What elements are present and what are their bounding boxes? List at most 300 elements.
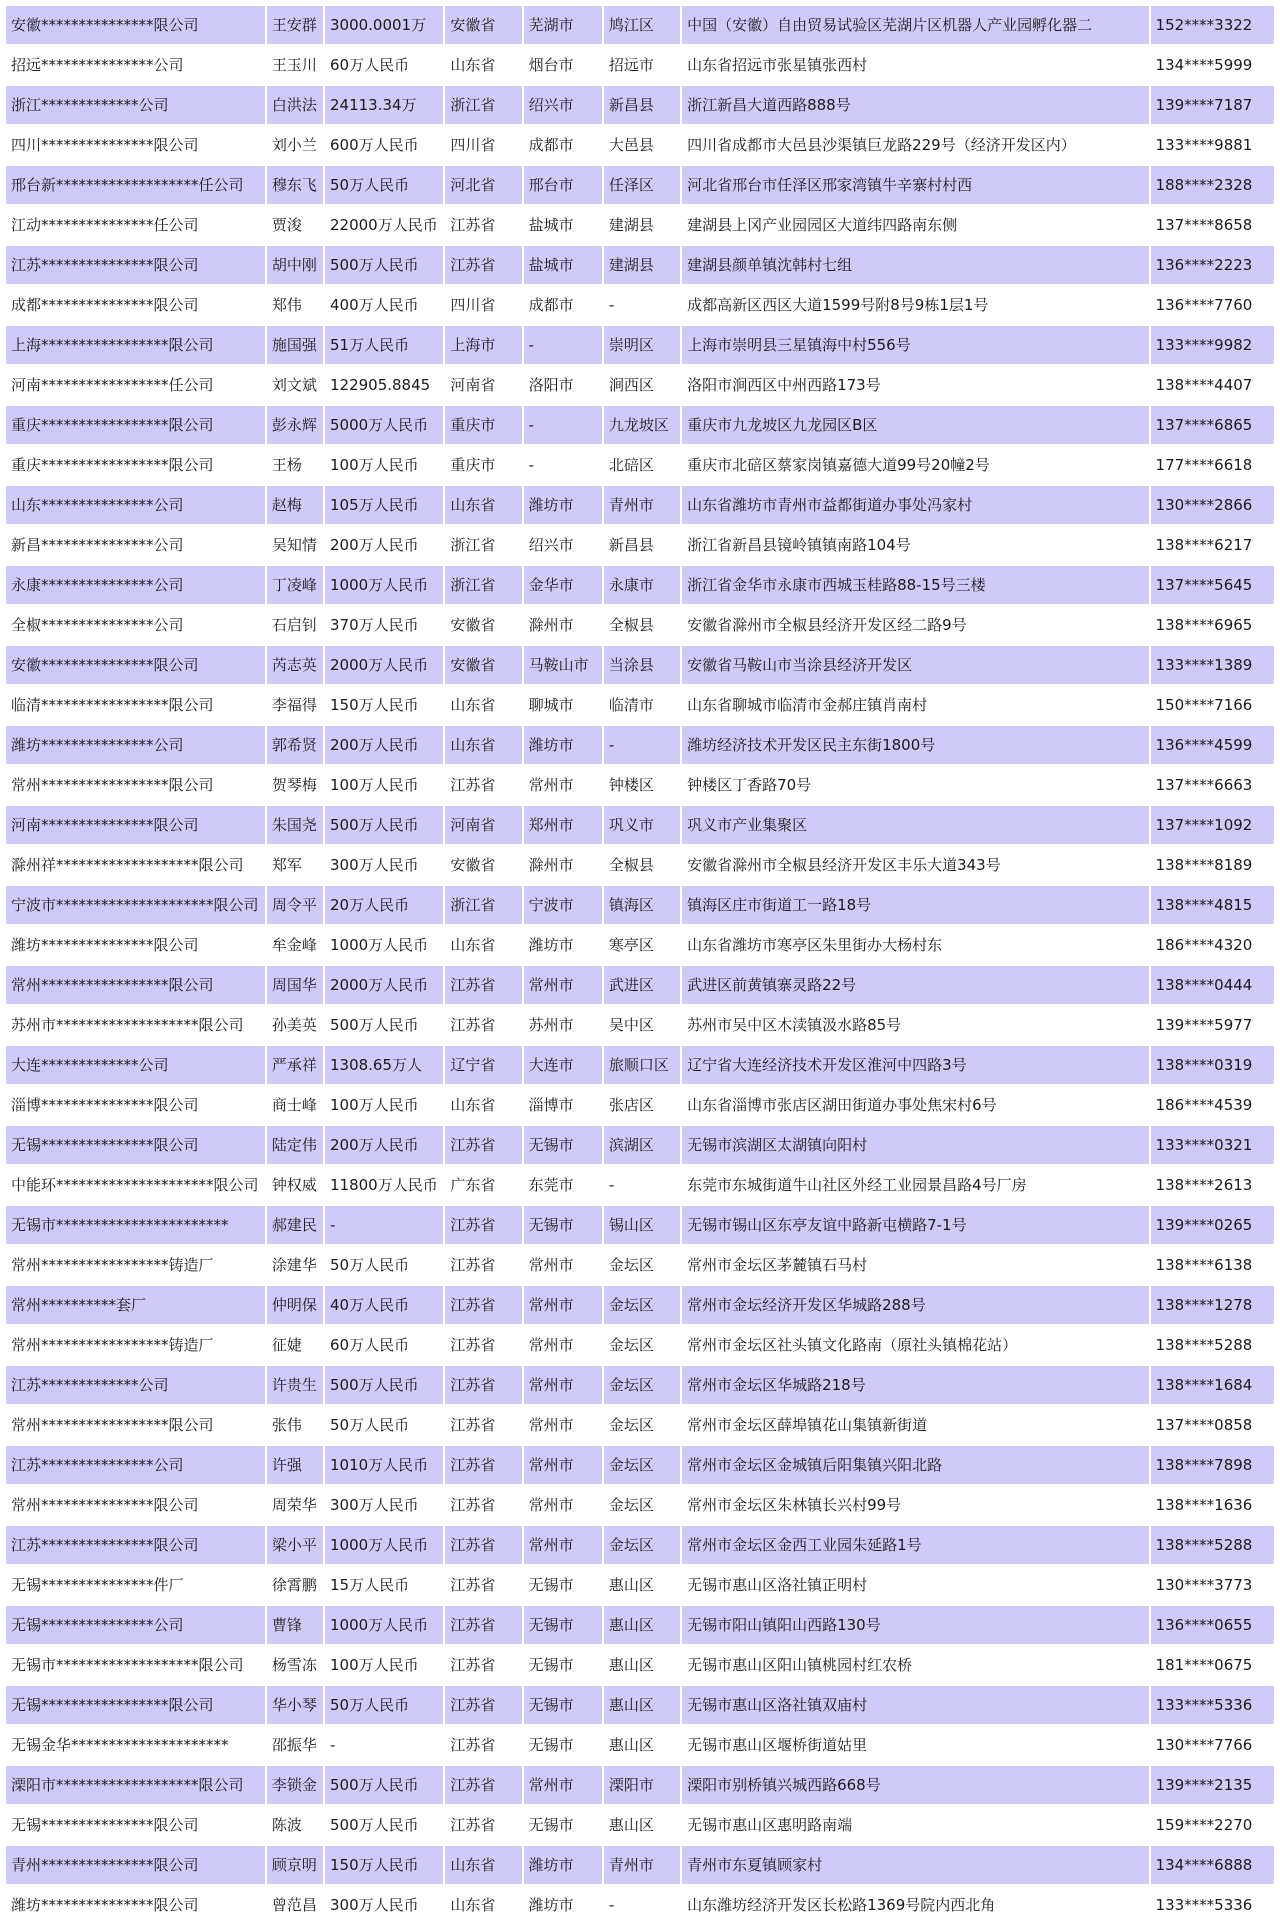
registered-capital-cell: 1000万人民币 bbox=[325, 1526, 443, 1564]
table-row bbox=[6, 1526, 1274, 1564]
city-cell: 郑州市 bbox=[524, 806, 602, 844]
address-cell: 无锡市阳山镇阳山西路130号 bbox=[682, 1606, 1148, 1644]
address-cell: 巩义市产业集聚区 bbox=[682, 806, 1148, 844]
table-row bbox=[6, 446, 1274, 484]
table-row bbox=[6, 806, 1274, 844]
province-cell: 江苏省 bbox=[445, 1486, 521, 1524]
province-cell: 山东省 bbox=[445, 686, 521, 724]
phone-cell: 137****1092 bbox=[1151, 806, 1274, 844]
company-table-sheet bbox=[4, 4, 1276, 1926]
registered-capital-cell: 5000万人民币 bbox=[325, 406, 443, 444]
table-row bbox=[6, 406, 1274, 444]
company-name-cell: 江苏***************公司 bbox=[6, 1446, 265, 1484]
registered-capital-cell: 100万人民币 bbox=[325, 1086, 443, 1124]
address-cell: 常州市金坛区茅麓镇石马村 bbox=[682, 1246, 1148, 1284]
address-cell: 常州市金坛区薛埠镇花山集镇新街道 bbox=[682, 1406, 1148, 1444]
legal-representative-cell: 郭希贤 bbox=[267, 726, 323, 764]
district-cell: 当涂县 bbox=[604, 646, 680, 684]
district-cell: - bbox=[604, 726, 680, 764]
company-name-cell: 邢台新*******************任公司 bbox=[6, 166, 265, 204]
registered-capital-cell: 500万人民币 bbox=[325, 246, 443, 284]
legal-representative-cell: 牟金峰 bbox=[267, 926, 323, 964]
address-cell: 山东潍坊经济开发区长松路1369号院内西北角 bbox=[682, 1886, 1148, 1924]
city-cell: 潍坊市 bbox=[524, 926, 602, 964]
city-cell: 烟台市 bbox=[524, 46, 602, 84]
phone-cell: 138****4815 bbox=[1151, 886, 1274, 924]
company-name-cell: 青州***************限公司 bbox=[6, 1846, 265, 1884]
address-cell: 成都高新区西区大道1599号附8号9栋1层1号 bbox=[682, 286, 1148, 324]
city-cell: 潍坊市 bbox=[524, 1886, 602, 1924]
phone-cell: 139****7187 bbox=[1151, 86, 1274, 124]
city-cell: - bbox=[524, 446, 602, 484]
legal-representative-cell: 陆定伟 bbox=[267, 1126, 323, 1164]
city-cell: 无锡市 bbox=[524, 1126, 602, 1164]
table-body bbox=[6, 6, 1274, 1924]
legal-representative-cell: 施国强 bbox=[267, 326, 323, 364]
registered-capital-cell: 40万人民币 bbox=[325, 1286, 443, 1324]
address-cell: 常州市金坛经济开发区华城路288号 bbox=[682, 1286, 1148, 1324]
company-name-cell: 江苏*************公司 bbox=[6, 1366, 265, 1404]
legal-representative-cell: 白洪法 bbox=[267, 86, 323, 124]
phone-cell: 138****1684 bbox=[1151, 1366, 1274, 1404]
table-row bbox=[6, 766, 1274, 804]
city-cell: 常州市 bbox=[524, 1446, 602, 1484]
district-cell: 金坛区 bbox=[604, 1486, 680, 1524]
province-cell: 安徽省 bbox=[445, 6, 521, 44]
table-row bbox=[6, 1446, 1274, 1484]
company-name-cell: 安徽***************限公司 bbox=[6, 6, 265, 44]
phone-cell: 188****2328 bbox=[1151, 166, 1274, 204]
phone-cell: 136****4599 bbox=[1151, 726, 1274, 764]
province-cell: 江苏省 bbox=[445, 1286, 521, 1324]
address-cell: 重庆市九龙坡区九龙园区B区 bbox=[682, 406, 1148, 444]
registered-capital-cell: 1308.65万人 bbox=[325, 1046, 443, 1084]
address-cell: 洛阳市涧西区中州西路173号 bbox=[682, 366, 1148, 404]
district-cell: 青州市 bbox=[604, 1846, 680, 1884]
phone-cell: 138****5288 bbox=[1151, 1326, 1274, 1364]
address-cell: 无锡市惠山区洛社镇双庙村 bbox=[682, 1686, 1148, 1724]
legal-representative-cell: 丁凌峰 bbox=[267, 566, 323, 604]
legal-representative-cell: 钟权威 bbox=[267, 1166, 323, 1204]
district-cell: 金坛区 bbox=[604, 1326, 680, 1364]
registered-capital-cell: 600万人民币 bbox=[325, 126, 443, 164]
table-row bbox=[6, 686, 1274, 724]
phone-cell: 136****0655 bbox=[1151, 1606, 1274, 1644]
city-cell: 东莞市 bbox=[524, 1166, 602, 1204]
address-cell: 辽宁省大连经济技术开发区淮河中四路3号 bbox=[682, 1046, 1148, 1084]
district-cell: 金坛区 bbox=[604, 1526, 680, 1564]
province-cell: 江苏省 bbox=[445, 1686, 521, 1724]
company-name-cell: 常州*****************限公司 bbox=[6, 966, 265, 1004]
district-cell: 溧阳市 bbox=[604, 1766, 680, 1804]
district-cell: 永康市 bbox=[604, 566, 680, 604]
address-cell: 潍坊经济技术开发区民主东街1800号 bbox=[682, 726, 1148, 764]
legal-representative-cell: 芮志英 bbox=[267, 646, 323, 684]
district-cell: 武进区 bbox=[604, 966, 680, 1004]
city-cell: 无锡市 bbox=[524, 1726, 602, 1764]
registered-capital-cell: 500万人民币 bbox=[325, 1006, 443, 1044]
company-name-cell: 河南*****************任公司 bbox=[6, 366, 265, 404]
registered-capital-cell: 50万人民币 bbox=[325, 166, 443, 204]
address-cell: 无锡市惠山区阳山镇桃园村红农桥 bbox=[682, 1646, 1148, 1684]
address-cell: 苏州市吴中区木渎镇汲水路85号 bbox=[682, 1006, 1148, 1044]
province-cell: 山东省 bbox=[445, 486, 521, 524]
table-row bbox=[6, 1006, 1274, 1044]
phone-cell: 137****5645 bbox=[1151, 566, 1274, 604]
table-row bbox=[6, 1126, 1274, 1164]
registered-capital-cell: 200万人民币 bbox=[325, 1126, 443, 1164]
table-row bbox=[6, 1766, 1274, 1804]
table-row bbox=[6, 1246, 1274, 1284]
table-row bbox=[6, 1606, 1274, 1644]
phone-cell: 130****2866 bbox=[1151, 486, 1274, 524]
province-cell: 江苏省 bbox=[445, 1566, 521, 1604]
phone-cell: 133****0321 bbox=[1151, 1126, 1274, 1164]
city-cell: 常州市 bbox=[524, 1326, 602, 1364]
city-cell: 绍兴市 bbox=[524, 526, 602, 564]
company-name-cell: 永康***************公司 bbox=[6, 566, 265, 604]
province-cell: 四川省 bbox=[445, 126, 521, 164]
address-cell: 山东省招远市张星镇张西村 bbox=[682, 46, 1148, 84]
legal-representative-cell: 王杨 bbox=[267, 446, 323, 484]
phone-cell: 138****7898 bbox=[1151, 1446, 1274, 1484]
city-cell: 绍兴市 bbox=[524, 86, 602, 124]
address-cell: 溧阳市别桥镇兴城西路668号 bbox=[682, 1766, 1148, 1804]
district-cell: 北碚区 bbox=[604, 446, 680, 484]
table-row bbox=[6, 126, 1274, 164]
legal-representative-cell: 刘文斌 bbox=[267, 366, 323, 404]
legal-representative-cell: 李锁金 bbox=[267, 1766, 323, 1804]
registered-capital-cell: 20万人民币 bbox=[325, 886, 443, 924]
registered-capital-cell: 370万人民币 bbox=[325, 606, 443, 644]
registered-capital-cell: 15万人民币 bbox=[325, 1566, 443, 1604]
company-name-cell: 常州**********套厂 bbox=[6, 1286, 265, 1324]
registered-capital-cell: - bbox=[325, 1206, 443, 1244]
legal-representative-cell: 杨雪冻 bbox=[267, 1646, 323, 1684]
province-cell: 河北省 bbox=[445, 166, 521, 204]
company-name-cell: 江苏***************限公司 bbox=[6, 1526, 265, 1564]
registered-capital-cell: 50万人民币 bbox=[325, 1246, 443, 1284]
legal-representative-cell: 郑伟 bbox=[267, 286, 323, 324]
district-cell: 青州市 bbox=[604, 486, 680, 524]
province-cell: 江苏省 bbox=[445, 1806, 521, 1844]
phone-cell: 139****0265 bbox=[1151, 1206, 1274, 1244]
phone-cell: 134****6888 bbox=[1151, 1846, 1274, 1884]
city-cell: 潍坊市 bbox=[524, 726, 602, 764]
city-cell: 常州市 bbox=[524, 766, 602, 804]
phone-cell: 186****4320 bbox=[1151, 926, 1274, 964]
company-name-cell: 河南***************限公司 bbox=[6, 806, 265, 844]
city-cell: 聊城市 bbox=[524, 686, 602, 724]
address-cell: 东莞市东城街道牛山社区外经工业园景昌路4号厂房 bbox=[682, 1166, 1148, 1204]
province-cell: 江苏省 bbox=[445, 1726, 521, 1764]
district-cell: 九龙坡区 bbox=[604, 406, 680, 444]
registered-capital-cell: 500万人民币 bbox=[325, 1766, 443, 1804]
company-name-cell: 无锡市*********************** bbox=[6, 1206, 265, 1244]
district-cell: 鸠江区 bbox=[604, 6, 680, 44]
company-name-cell: 淄博***************限公司 bbox=[6, 1086, 265, 1124]
legal-representative-cell: 王玉川 bbox=[267, 46, 323, 84]
city-cell: 常州市 bbox=[524, 1246, 602, 1284]
city-cell: 宁波市 bbox=[524, 886, 602, 924]
registered-capital-cell: 1000万人民币 bbox=[325, 566, 443, 604]
city-cell: 大连市 bbox=[524, 1046, 602, 1084]
city-cell: 马鞍山市 bbox=[524, 646, 602, 684]
phone-cell: 130****3773 bbox=[1151, 1566, 1274, 1604]
table-row bbox=[6, 1206, 1274, 1244]
legal-representative-cell: 刘小兰 bbox=[267, 126, 323, 164]
legal-representative-cell: 陈波 bbox=[267, 1806, 323, 1844]
address-cell: 浙江省金华市永康市西城玉桂路88-15号三楼 bbox=[682, 566, 1148, 604]
district-cell: 吴中区 bbox=[604, 1006, 680, 1044]
province-cell: 广东省 bbox=[445, 1166, 521, 1204]
district-cell: 锡山区 bbox=[604, 1206, 680, 1244]
registered-capital-cell: 200万人民币 bbox=[325, 526, 443, 564]
registered-capital-cell: 500万人民币 bbox=[325, 1806, 443, 1844]
table-row bbox=[6, 286, 1274, 324]
table-row bbox=[6, 166, 1274, 204]
city-cell: 潍坊市 bbox=[524, 1846, 602, 1884]
legal-representative-cell: 徐霄鹏 bbox=[267, 1566, 323, 1604]
province-cell: 上海市 bbox=[445, 326, 521, 364]
registered-capital-cell: 11800万人民币 bbox=[325, 1166, 443, 1204]
district-cell: 全椒县 bbox=[604, 606, 680, 644]
legal-representative-cell: 穆东飞 bbox=[267, 166, 323, 204]
company-name-cell: 无锡市*******************限公司 bbox=[6, 1646, 265, 1684]
district-cell: 金坛区 bbox=[604, 1406, 680, 1444]
legal-representative-cell: 郑军 bbox=[267, 846, 323, 884]
address-cell: 常州市金坛区社头镇文化路南（原社头镇棉花站） bbox=[682, 1326, 1148, 1364]
table-row bbox=[6, 886, 1274, 924]
phone-cell: 138****6217 bbox=[1151, 526, 1274, 564]
legal-representative-cell: 孙美英 bbox=[267, 1006, 323, 1044]
table-row bbox=[6, 606, 1274, 644]
address-cell: 无锡市惠山区堰桥街道姑里 bbox=[682, 1726, 1148, 1764]
legal-representative-cell: 王安群 bbox=[267, 6, 323, 44]
address-cell: 浙江新昌大道西路888号 bbox=[682, 86, 1148, 124]
phone-cell: 137****8658 bbox=[1151, 206, 1274, 244]
phone-cell: 152****3322 bbox=[1151, 6, 1274, 44]
table-row bbox=[6, 846, 1274, 884]
city-cell: 常州市 bbox=[524, 1766, 602, 1804]
legal-representative-cell: 涂建华 bbox=[267, 1246, 323, 1284]
table-row bbox=[6, 246, 1274, 284]
table-row bbox=[6, 926, 1274, 964]
table-row bbox=[6, 566, 1274, 604]
table-row bbox=[6, 1726, 1274, 1764]
company-name-cell: 常州*****************铸造厂 bbox=[6, 1326, 265, 1364]
district-cell: 寒亭区 bbox=[604, 926, 680, 964]
province-cell: 安徽省 bbox=[445, 646, 521, 684]
address-cell: 无锡市滨湖区太湖镇向阳村 bbox=[682, 1126, 1148, 1164]
province-cell: 江苏省 bbox=[445, 1526, 521, 1564]
legal-representative-cell: 邵振华 bbox=[267, 1726, 323, 1764]
address-cell: 上海市崇明县三星镇海中村556号 bbox=[682, 326, 1148, 364]
table-row bbox=[6, 206, 1274, 244]
table-row bbox=[6, 86, 1274, 124]
city-cell: 潍坊市 bbox=[524, 486, 602, 524]
province-cell: 山东省 bbox=[445, 926, 521, 964]
city-cell: 滁州市 bbox=[524, 846, 602, 884]
company-name-cell: 无锡***************限公司 bbox=[6, 1126, 265, 1164]
phone-cell: 177****6618 bbox=[1151, 446, 1274, 484]
city-cell: 盐城市 bbox=[524, 246, 602, 284]
address-cell: 山东省聊城市临清市金郝庄镇肖南村 bbox=[682, 686, 1148, 724]
province-cell: 江苏省 bbox=[445, 1326, 521, 1364]
registered-capital-cell: 200万人民币 bbox=[325, 726, 443, 764]
table-row bbox=[6, 1046, 1274, 1084]
address-cell: 河北省邢台市任泽区邢家湾镇牛辛寨村村西 bbox=[682, 166, 1148, 204]
table-row bbox=[6, 1086, 1274, 1124]
province-cell: 重庆市 bbox=[445, 406, 521, 444]
phone-cell: 138****0444 bbox=[1151, 966, 1274, 1004]
address-cell: 浙江省新昌县镜岭镇镇南路104号 bbox=[682, 526, 1148, 564]
table-row bbox=[6, 1646, 1274, 1684]
phone-cell: 138****2613 bbox=[1151, 1166, 1274, 1204]
legal-representative-cell: 顾京明 bbox=[267, 1846, 323, 1884]
city-cell: 金华市 bbox=[524, 566, 602, 604]
registered-capital-cell: 60万人民币 bbox=[325, 46, 443, 84]
company-name-cell: 无锡*****************限公司 bbox=[6, 1686, 265, 1724]
registered-capital-cell: 300万人民币 bbox=[325, 1886, 443, 1924]
registered-capital-cell: 300万人民币 bbox=[325, 1486, 443, 1524]
address-cell: 常州市金坛区金城镇后阳集镇兴阳北路 bbox=[682, 1446, 1148, 1484]
address-cell: 常州市金坛区华城路218号 bbox=[682, 1366, 1148, 1404]
legal-representative-cell: 曾范昌 bbox=[267, 1886, 323, 1924]
province-cell: 江苏省 bbox=[445, 1126, 521, 1164]
legal-representative-cell: 曹锋 bbox=[267, 1606, 323, 1644]
company-name-cell: 潍坊***************限公司 bbox=[6, 926, 265, 964]
registered-capital-cell: - bbox=[325, 1726, 443, 1764]
company-name-cell: 无锡金华********************* bbox=[6, 1726, 265, 1764]
province-cell: 江苏省 bbox=[445, 766, 521, 804]
district-cell: 金坛区 bbox=[604, 1246, 680, 1284]
district-cell: 钟楼区 bbox=[604, 766, 680, 804]
province-cell: 河南省 bbox=[445, 806, 521, 844]
phone-cell: 138****6138 bbox=[1151, 1246, 1274, 1284]
registered-capital-cell: 105万人民币 bbox=[325, 486, 443, 524]
registered-capital-cell: 1000万人民币 bbox=[325, 926, 443, 964]
province-cell: 江苏省 bbox=[445, 206, 521, 244]
phone-cell: 137****6663 bbox=[1151, 766, 1274, 804]
table-row bbox=[6, 366, 1274, 404]
table-row bbox=[6, 1566, 1274, 1604]
address-cell: 建湖县上冈产业园园区大道纬四路南东侧 bbox=[682, 206, 1148, 244]
city-cell: 邢台市 bbox=[524, 166, 602, 204]
district-cell: 新昌县 bbox=[604, 526, 680, 564]
district-cell: 惠山区 bbox=[604, 1806, 680, 1844]
district-cell: 建湖县 bbox=[604, 246, 680, 284]
registered-capital-cell: 150万人民币 bbox=[325, 1846, 443, 1884]
district-cell: 任泽区 bbox=[604, 166, 680, 204]
table-row bbox=[6, 966, 1274, 1004]
table-row bbox=[6, 1326, 1274, 1364]
city-cell: 无锡市 bbox=[524, 1686, 602, 1724]
table-row bbox=[6, 46, 1274, 84]
address-cell: 无锡市惠山区惠明路南端 bbox=[682, 1806, 1148, 1844]
district-cell: 大邑县 bbox=[604, 126, 680, 164]
province-cell: 江苏省 bbox=[445, 1406, 521, 1444]
company-name-cell: 重庆*****************限公司 bbox=[6, 406, 265, 444]
legal-representative-cell: 石启钊 bbox=[267, 606, 323, 644]
legal-representative-cell: 许贵生 bbox=[267, 1366, 323, 1404]
address-cell: 山东省潍坊市青州市益都街道办事处冯家村 bbox=[682, 486, 1148, 524]
province-cell: 山东省 bbox=[445, 46, 521, 84]
district-cell: 全椒县 bbox=[604, 846, 680, 884]
address-cell: 建湖县颜单镇沈韩村七组 bbox=[682, 246, 1148, 284]
registered-capital-cell: 24113.34万 bbox=[325, 86, 443, 124]
city-cell: 常州市 bbox=[524, 1406, 602, 1444]
district-cell: 崇明区 bbox=[604, 326, 680, 364]
address-cell: 山东省潍坊市寒亭区朱里街办大杨村东 bbox=[682, 926, 1148, 964]
address-cell: 常州市金坛区朱林镇长兴村99号 bbox=[682, 1486, 1148, 1524]
legal-representative-cell: 华小琴 bbox=[267, 1686, 323, 1724]
table-row bbox=[6, 1686, 1274, 1724]
legal-representative-cell: 征婕 bbox=[267, 1326, 323, 1364]
legal-representative-cell: 梁小平 bbox=[267, 1526, 323, 1564]
table-row bbox=[6, 726, 1274, 764]
company-name-cell: 无锡***************限公司 bbox=[6, 1806, 265, 1844]
province-cell: 浙江省 bbox=[445, 886, 521, 924]
province-cell: 江苏省 bbox=[445, 1446, 521, 1484]
phone-cell: 136****2223 bbox=[1151, 246, 1274, 284]
company-name-cell: 四川***************限公司 bbox=[6, 126, 265, 164]
district-cell: 金坛区 bbox=[604, 1366, 680, 1404]
address-cell: 武进区前黄镇寨灵路22号 bbox=[682, 966, 1148, 1004]
district-cell: - bbox=[604, 286, 680, 324]
legal-representative-cell: 严承祥 bbox=[267, 1046, 323, 1084]
table-row bbox=[6, 1366, 1274, 1404]
city-cell: 洛阳市 bbox=[524, 366, 602, 404]
company-name-cell: 全椒***************公司 bbox=[6, 606, 265, 644]
company-name-cell: 无锡***************公司 bbox=[6, 1606, 265, 1644]
legal-representative-cell: 胡中刚 bbox=[267, 246, 323, 284]
district-cell: 招远市 bbox=[604, 46, 680, 84]
address-cell: 青州市东夏镇顾家村 bbox=[682, 1846, 1148, 1884]
table-row bbox=[6, 1886, 1274, 1924]
district-cell: 旅顺口区 bbox=[604, 1046, 680, 1084]
city-cell: 无锡市 bbox=[524, 1606, 602, 1644]
city-cell: 常州市 bbox=[524, 1366, 602, 1404]
city-cell: 盐城市 bbox=[524, 206, 602, 244]
address-cell: 四川省成都市大邑县沙渠镇巨龙路229号（经济开发区内） bbox=[682, 126, 1148, 164]
company-name-cell: 宁波市*********************限公司 bbox=[6, 886, 265, 924]
table-row bbox=[6, 1806, 1274, 1844]
province-cell: 重庆市 bbox=[445, 446, 521, 484]
district-cell: 巩义市 bbox=[604, 806, 680, 844]
company-name-cell: 山东***************公司 bbox=[6, 486, 265, 524]
phone-cell: 133****1389 bbox=[1151, 646, 1274, 684]
company-table bbox=[4, 4, 1276, 1926]
district-cell: 惠山区 bbox=[604, 1606, 680, 1644]
company-name-cell: 苏州市*******************限公司 bbox=[6, 1006, 265, 1044]
phone-cell: 137****0858 bbox=[1151, 1406, 1274, 1444]
registered-capital-cell: 3000.0001万 bbox=[325, 6, 443, 44]
phone-cell: 186****4539 bbox=[1151, 1086, 1274, 1124]
company-name-cell: 潍坊***************限公司 bbox=[6, 1886, 265, 1924]
province-cell: 四川省 bbox=[445, 286, 521, 324]
legal-representative-cell: 郝建民 bbox=[267, 1206, 323, 1244]
province-cell: 浙江省 bbox=[445, 526, 521, 564]
phone-cell: 138****0319 bbox=[1151, 1046, 1274, 1084]
registered-capital-cell: 500万人民币 bbox=[325, 1366, 443, 1404]
district-cell: 建湖县 bbox=[604, 206, 680, 244]
province-cell: 江苏省 bbox=[445, 1646, 521, 1684]
registered-capital-cell: 50万人民币 bbox=[325, 1406, 443, 1444]
city-cell: 无锡市 bbox=[524, 1806, 602, 1844]
legal-representative-cell: 商士峰 bbox=[267, 1086, 323, 1124]
registered-capital-cell: 150万人民币 bbox=[325, 686, 443, 724]
